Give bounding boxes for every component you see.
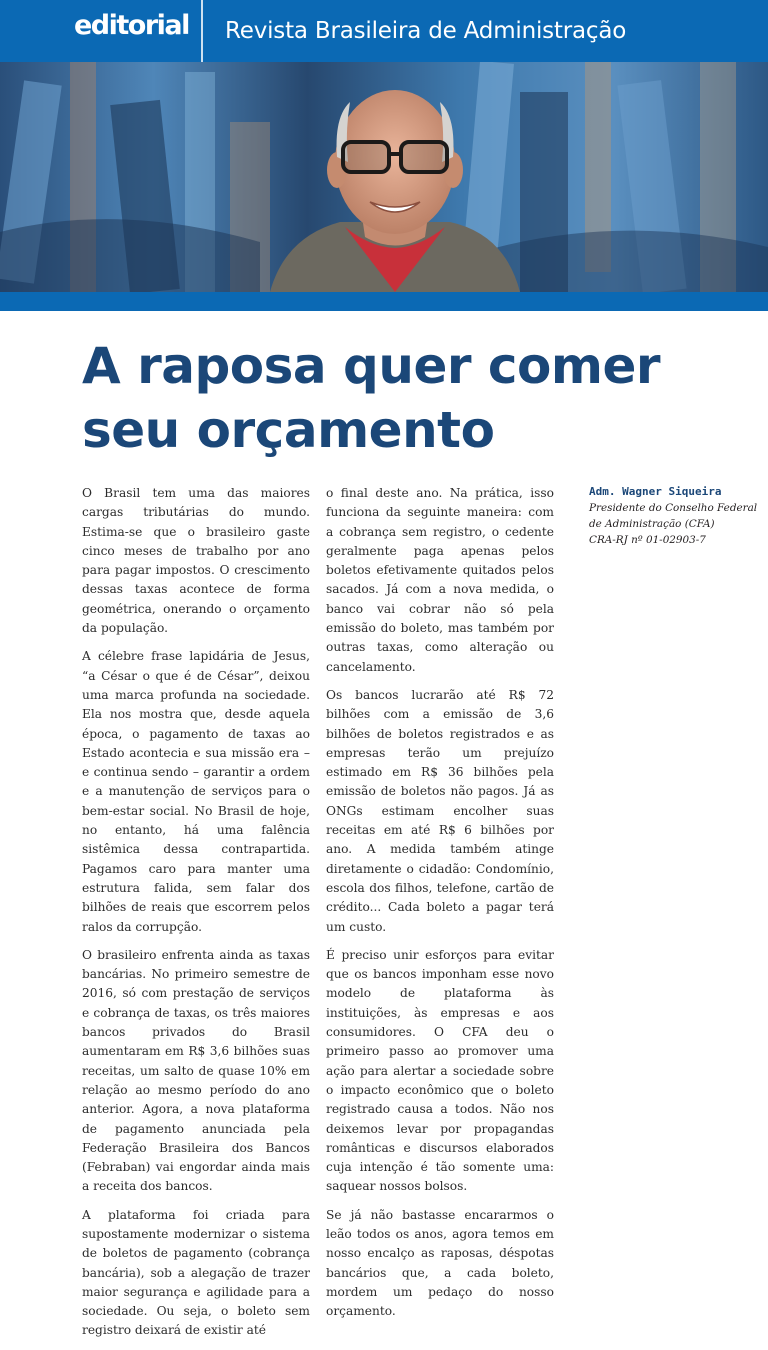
article-title-line-1: A raposa quer comer [82,337,661,395]
article-column-1 [82,484,310,1350]
paragraph: O Brasil tem uma das maiores cargas tributárias do mundo. Estima-se que o brasileiro gaste cinco meses de trabalho por ano para pagar impostos. O crescimento dessas taxas acontece de forma geométrica, onerando o orçamento da população. [82,486,310,636]
paragraph: A célebre frase lapidária de Jesus, “a César o que é de César”, deixou uma marca profunda na sociedade. Ela nos mostra que, desde aquela época, o pagamento de taxas ao Estado acontecia e sua missão era – e continua sendo – garantir a ordem e a manutenção de serviços para o bem-estar social. No Brasil de hoje, no entanto, há uma falência sistêmica dessa contrapartida. Pagamos caro para manter uma estrutura falida, sem falar dos bilhões de reais que escorrem pelos ralos da corrupção. [82,649,310,934]
paragraph: A plataforma foi criada para supostamente modernizar o sistema de boletos de pagamento (cobrança bancária), sob a alegação de trazer maior segurança e agilidade para a sociedade. Ou seja, o boleto sem registro deixará de existir até [82,1207,310,1338]
paragraph: o final deste ano. Na prática, isso funciona da seguinte maneira: com a cobrança sem registro, o cedente geralmente paga apenas pelos boletos efetivamente quitados pelos sacados. Já com a nova medida, o banco vai cobrar não só pela emissão do boleto, mas também por outras taxas, como alteração ou cancelamento. [326,486,554,674]
author-role-line-1: Presidente do Conselho Federal [589,502,758,514]
author-photo-banner [0,62,768,292]
banner-bottom-bar [0,292,768,311]
section-label: editorial [74,10,189,41]
author-role-line-2: de Administração (CFA) [589,518,715,530]
article-column-2 [326,484,554,1330]
masthead [0,0,768,62]
article-title-line-2: seu orçamento [82,401,495,459]
article-title [82,334,682,462]
paragraph: É preciso unir esforços para evitar que os bancos imponham esse novo modelo de plataforma às instituições, às empresas e aos consumidores. O CFA deu o primeiro passo ao promover uma ação para alertar a sociedade sobre o impacto econômico que o boleto registrado causa a todos. Não nos deixemos levar por propagandas românticas e discursos elaborados cuja intenção é tão somente uma: saquear nossos bolsos. [326,947,554,1194]
author-name: Adm. Wagner Siqueira [589,485,722,498]
paragraph: Se já não bastasse encararmos o leão todos os anos, agora temos em nosso encalço as raposas, déspotas bancários que, a cada boleto, mordem um pedaço do nosso orçamento. [326,1207,554,1319]
paragraph: O brasileiro enfrenta ainda as taxas bancárias. No primeiro semestre de 2016, só com prestação de serviços e cobrança de taxas, os três maiores bancos privados do Brasil aumentaram em R$ 3,6 bilhões suas receitas, um salto de quase 10% em relação ao mesmo período do ano anterior. Agora, a nova plataforma de pagamento anunciada pela Federação Brasileira dos Bancos (Febraban) vai engordar ainda mais a receita dos bancos. [82,947,310,1194]
author-byline [589,484,759,548]
magazine-name: Revista Brasileira de Administração [225,18,627,44]
paragraph: Os bancos lucrarão até R$ 72 bilhões com a emissão de 3,6 bilhões de boletos registrados e as empresas terão um prejuízo estimado em R$ 36 bilhões pela emissão de boletos não pagos. Já as ONGs estimam encolher suas receitas em até R$ 6 bilhões por ano. A medida também atinge diretamente o cidadão: Condomínio, escola dos filhos, telefone, cartão de crédito... Cada boleto a pagar terá um custo. [326,687,554,934]
author-registration: CRA-RJ nº 01-02903-7 [589,534,706,546]
header-divider [201,0,203,62]
